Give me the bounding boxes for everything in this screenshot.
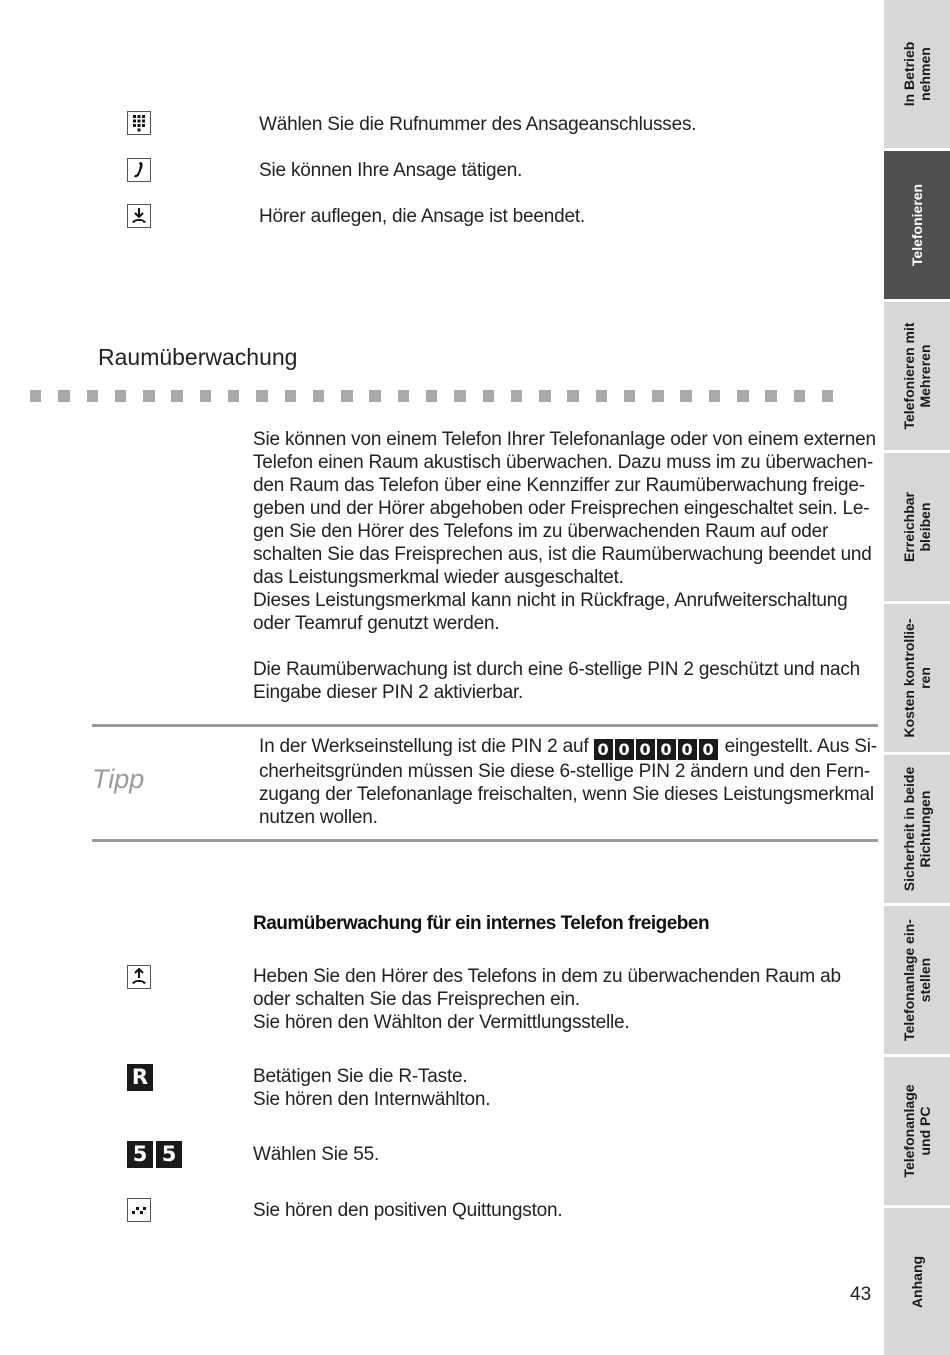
text-line: Heben Sie den Hörer des Telefons in dem zu überwachenden Raum ab — [253, 966, 841, 987]
intro-paragraph — [253, 428, 876, 635]
text-line: geben und der Hörer abgehoben oder Freisprechen eingeschaltet sein. Le- — [253, 498, 870, 519]
text-line: Eingabe dieser PIN 2 aktivierbar. — [253, 682, 524, 703]
page-number: 43 — [850, 1284, 872, 1305]
text-line: Sie können von einem Telefon Ihrer Telefonanlage oder von einem externen — [253, 429, 876, 450]
text-line: oder schalten Sie das Freisprechen ein. — [253, 989, 581, 1010]
key-0: 0 — [636, 739, 655, 760]
key-0: 0 — [657, 739, 676, 760]
step-make-announcement: Sie können Ihre Ansage tätigen. — [259, 160, 523, 181]
tab-label: In Betrieb nehmen — [901, 41, 933, 107]
step-dial-number: Wählen Sie die Rufnummer des Ansageanschlusses. — [259, 114, 697, 135]
text-line: schalten Sie das Freisprechen aus, ist die Raumüberwachung beendet und — [253, 544, 872, 565]
text-line: nutzen wollen. — [259, 807, 378, 828]
key-0: 0 — [615, 739, 634, 760]
tip-top-rule — [92, 724, 878, 727]
text-line: cherheitsgründen müssen Sie diese 6-stellige PIN 2 ändern und den Fern- — [259, 761, 871, 782]
tab-telefonanlage-einstellen[interactable] — [884, 906, 950, 1057]
tab-label: Telefonanlage ein- stellen — [901, 919, 933, 1041]
tip-bottom-rule — [92, 839, 878, 842]
text-line: Dieses Leistungsmerkmal kann nicht in Rückfrage, Anrufweiterschaltung — [253, 590, 848, 611]
key-5: 5 — [127, 1141, 153, 1168]
key-0: 0 — [594, 739, 613, 760]
hang-up-icon — [127, 204, 151, 228]
subsection-title: Raumüberwachung für ein internes Telefon freigeben — [253, 913, 710, 934]
tab-label: Telefonanlage und PC — [901, 1084, 933, 1178]
key-0: 0 — [699, 739, 718, 760]
step-pick-up — [253, 965, 841, 1034]
tab-kosten-kontrollieren[interactable] — [884, 604, 950, 755]
tab-erreichbar-bleiben[interactable] — [884, 453, 950, 604]
step-r-key — [253, 1065, 490, 1111]
tip-line-1-before: In der Werkseinstellung ist die PIN 2 auf — [259, 736, 589, 757]
step-hang-up: Hörer auflegen, die Ansage ist beendet. — [259, 206, 585, 227]
text-line: Die Raumüberwachung ist durch eine 6-stellige PIN 2 geschützt und nach — [253, 659, 861, 680]
tab-telefonieren-mit-mehreren[interactable] — [884, 302, 950, 453]
tab-label: Anhang — [909, 1255, 925, 1308]
section-title: Raumüberwachung — [98, 344, 298, 370]
tip-line-1-after: eingestellt. Aus Si- — [724, 736, 877, 757]
text-line: das Leistungsmerkmal wieder ausgeschaltet. — [253, 567, 624, 588]
text-line: zugang der Telefonanlage freischalten, wenn Sie dieses Leistungsmerkmal — [259, 784, 874, 805]
text-line: gen Sie den Hörer des Telefons im zu überwachenden Raum auf oder — [253, 521, 829, 542]
r-key: R — [127, 1064, 153, 1091]
key-0: 0 — [678, 739, 697, 760]
confirmation-tone-icon — [127, 1198, 151, 1222]
text-line: Sie hören den Wählton der Vermittlungsstelle. — [253, 1012, 630, 1033]
keypad-icon — [127, 111, 151, 135]
step-dial-55: Wählen Sie 55. — [253, 1144, 380, 1165]
handset-icon — [127, 158, 151, 182]
pin-keys — [594, 736, 725, 757]
tab-label: Telefonieren — [909, 183, 925, 267]
tip-label: Tipp — [92, 764, 145, 794]
tab-label: Erreichbar bleiben — [901, 491, 933, 563]
tab-label: Sicherheit in beide Richtungen — [901, 766, 933, 892]
text-line: oder Teamruf genutzt werden. — [253, 613, 500, 634]
tab-sicherheit[interactable] — [884, 755, 950, 906]
text-line: den Raum das Telefon über eine Kennziffer zur Raumüberwachung freige- — [253, 475, 865, 496]
section-divider — [30, 390, 850, 402]
pin-paragraph — [253, 658, 860, 704]
tip-text — [259, 735, 879, 829]
tab-label: Telefonieren mit Mehreren — [901, 322, 933, 430]
step-confirmation-tone: Sie hören den positiven Quittungston. — [253, 1200, 563, 1221]
tab-telefonanlage-und-pc[interactable] — [884, 1057, 950, 1208]
text-line: Sie hören den Internwählton. — [253, 1089, 491, 1110]
pick-up-icon — [127, 965, 151, 989]
tab-in-betrieb-nehmen[interactable] — [884, 0, 950, 151]
text-line: Telefon einen Raum akustisch überwachen. Dazu muss im zu überwachen- — [253, 452, 874, 473]
tab-telefonieren[interactable] — [884, 151, 950, 302]
key-5: 5 — [156, 1141, 182, 1168]
tab-label: Kosten kontrollie- ren — [901, 618, 933, 738]
text-line: Betätigen Sie die R-Taste. — [253, 1066, 468, 1087]
tab-anhang[interactable] — [884, 1208, 950, 1355]
tip-line-1 — [259, 735, 879, 760]
